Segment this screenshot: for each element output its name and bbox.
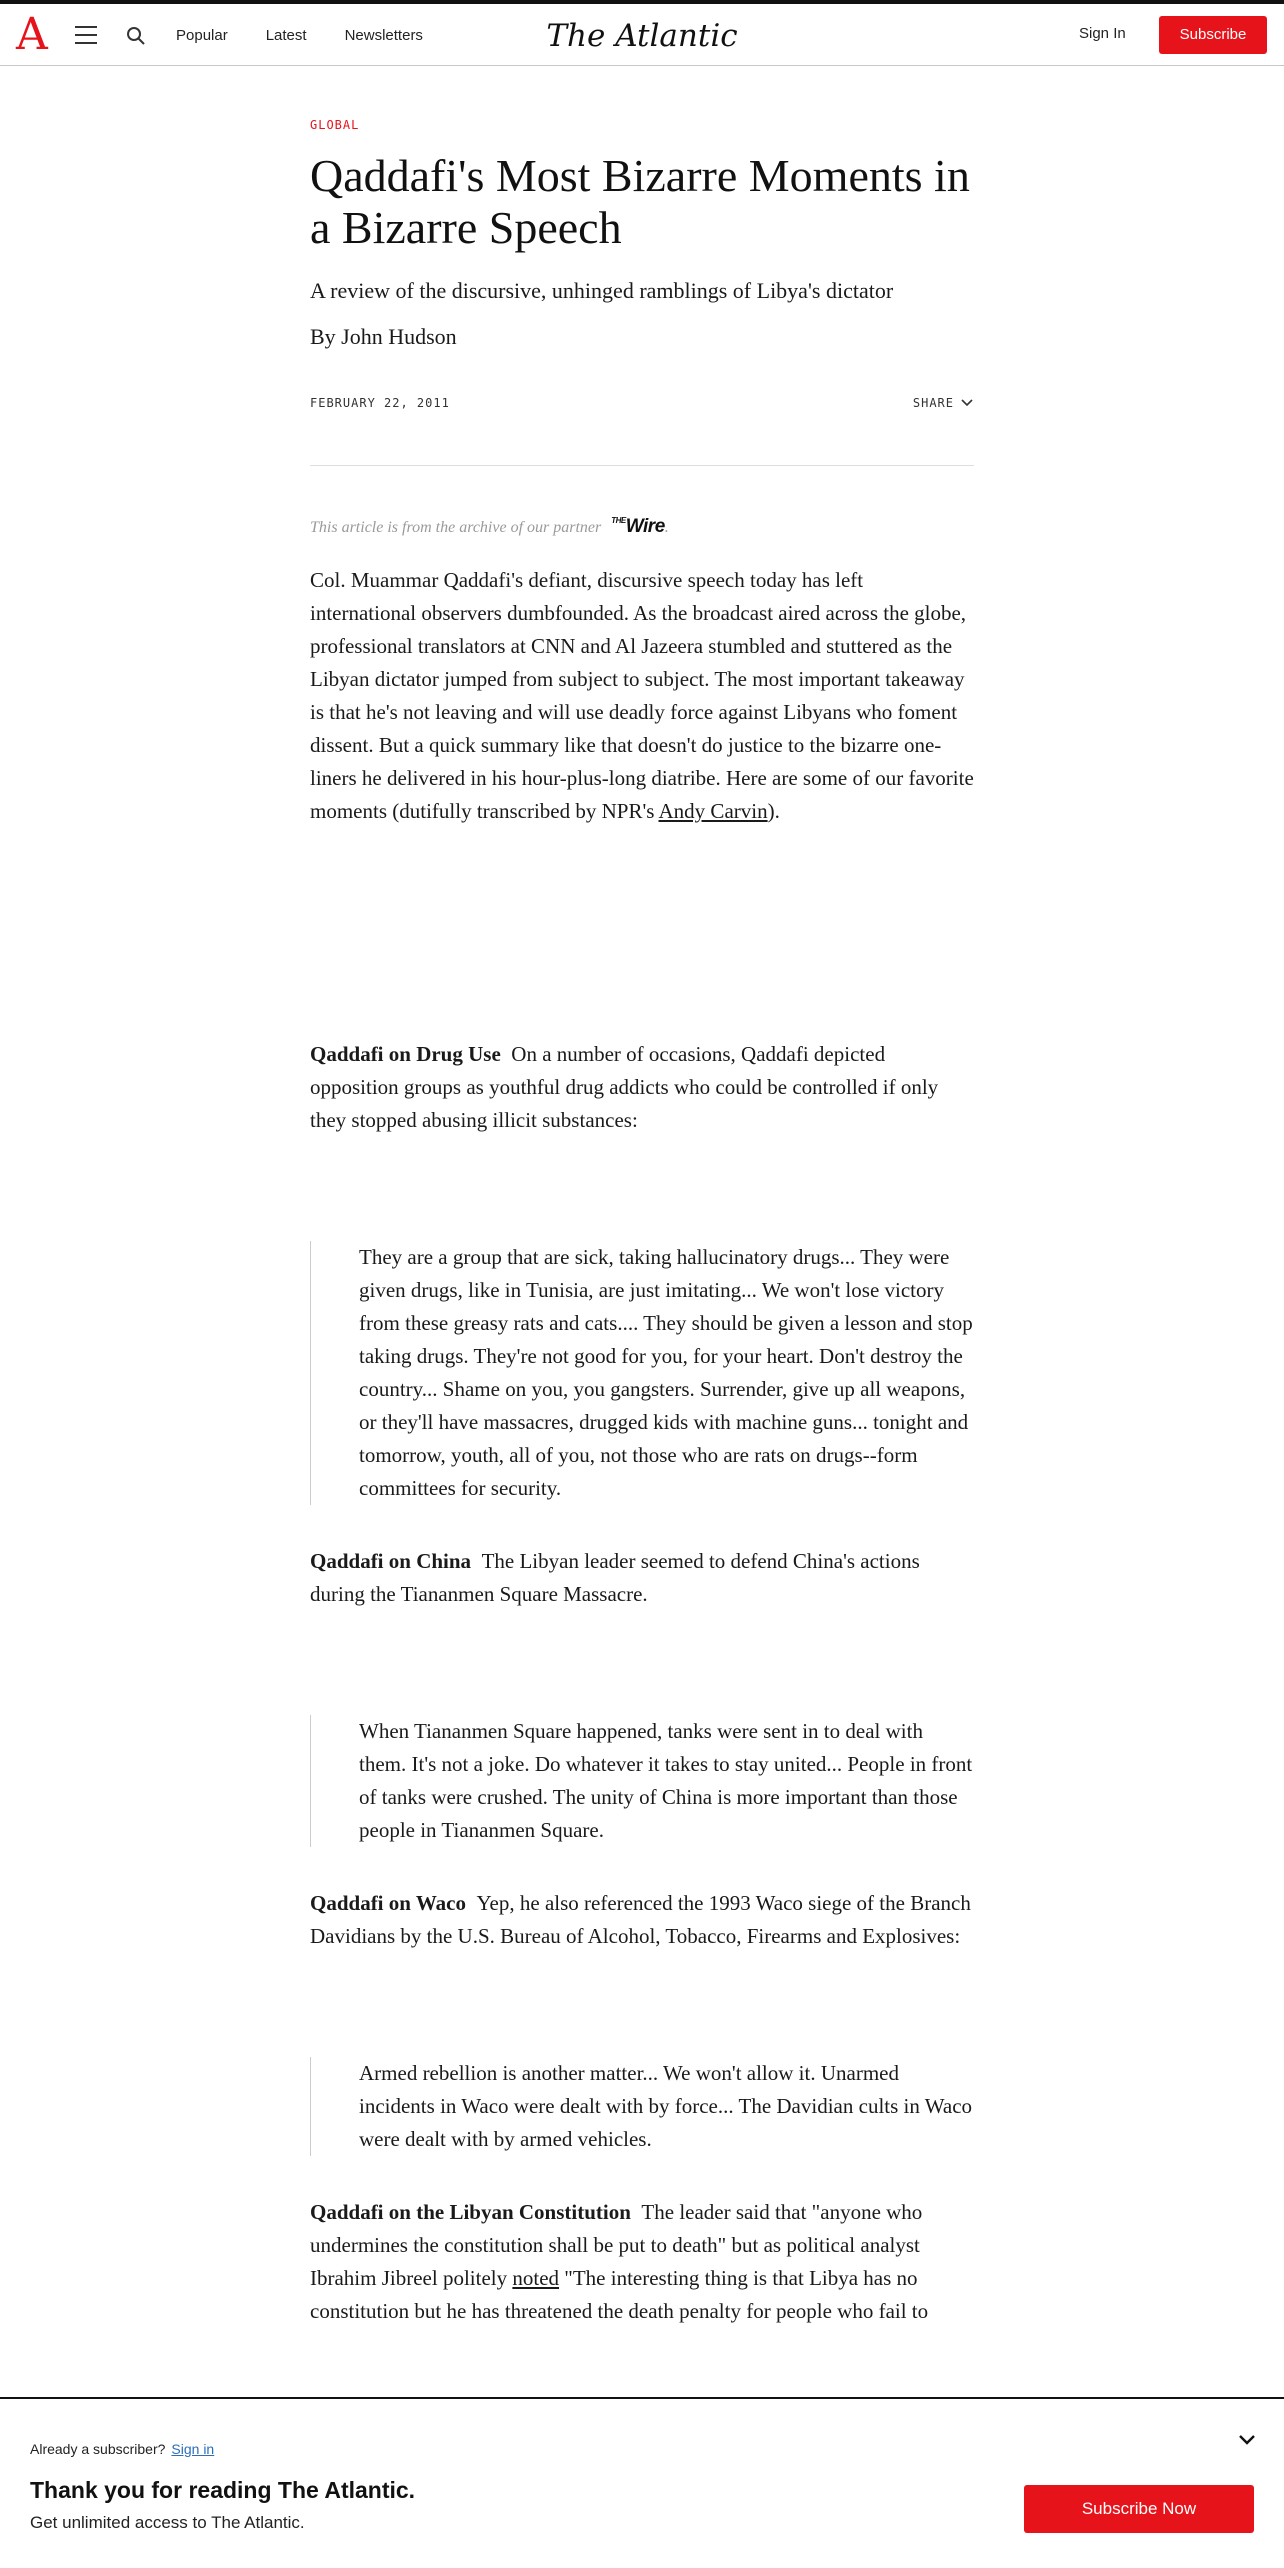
banner-headline: Thank you for reading The Atlantic. — [30, 2477, 416, 2503]
nav-newsletters[interactable]: Newsletters — [344, 26, 423, 44]
blockquote: They are a group that are sick, taking hallucinatory drugs... They were given drugs, like in Tunisia, are just imitating... We won't lose victory from these greasy rats and cats.... They should be given a lesson and stop taking drugs. They're not good for you, for your heart. Don't destroy the country... Shame on you, you gangsters. Surrender, give up all weapons, or they'll have massacres, drugged kids with machine guns... tonight and tomorrow, youth, all of you, not those who are rats on drugs--form committees for security. — [310, 1241, 974, 1505]
nav-latest[interactable]: Latest — [265, 26, 307, 44]
partner-text: This article is from the archive of our partner — [310, 519, 602, 536]
masthead-logo[interactable]: The Atlantic — [546, 18, 738, 54]
subscribe-button[interactable]: Subscribe — [1159, 16, 1267, 54]
andy-carvin-link[interactable]: Andy Carvin — [658, 799, 768, 823]
section-drug-use: Qaddafi on Drug Use On a number of occasions, Qaddafi depicted opposition groups as youthful drug addicts who could be controlled if only they stopped abusing illicit substances: — [310, 1042, 939, 1132]
main-nav — [176, 4, 423, 66]
atlantic-logo[interactable]: A — [16, 9, 48, 60]
section-heading: Qaddafi on China — [310, 1549, 472, 1573]
partner-note: This article is from the archive of our partner $^{THE}$Wire . — [310, 516, 669, 537]
blockquote: Armed rebellion is another matter... We won't allow it. Unarmed incidents in Waco were dealt with by force... The Davidian cults in Waco were dealt with by armed vehicles. — [310, 2057, 974, 2156]
subscribe-now-button[interactable]: Subscribe Now — [1024, 2485, 1254, 2533]
section-china: Qaddafi on China The Libyan leader seemed to defend China's actions during the Tiananmen Square Massacre. — [310, 1549, 920, 1606]
blockquote: When Tiananmen Square happened, tanks were sent in to deal with them. It's not a joke. Do whatever it takes to stay united... People in front of tanks were crushed. The unity of China is more important than those people in Tiananmen Square. — [310, 1715, 974, 1847]
subscribe-banner — [0, 2397, 1284, 2568]
collapse-chevron-icon[interactable] — [1236, 2429, 1258, 2451]
byline[interactable]: By John Hudson — [310, 324, 457, 349]
article — [310, 118, 974, 2328]
section-heading: Qaddafi on the Libyan Constitution — [310, 2200, 631, 2224]
section-heading: Qaddafi on Waco — [310, 1891, 466, 1915]
section-tag[interactable]: GLOBAL — [310, 118, 360, 132]
site-header — [0, 4, 1284, 66]
nav-popular[interactable]: Popular — [176, 26, 228, 44]
banner-sign-in-link[interactable]: Sign in — [171, 2441, 215, 2457]
section-waco: Qaddafi on Waco Yep, he also referenced the 1993 Waco siege of the Branch Davidians by the U.S. Bureau of Alcohol, Tobacco, Firearms and Explosives: — [310, 1891, 971, 1948]
lead-paragraph: Col. Muammar Qaddafi's defiant, discursive speech today has left international observers dumbfounded. As the broadcast aired across the globe, professional translators at CNN and Al Jazeera stumbled and stuttered as the Libyan dictator jumped from subject to subject. The most important takeaway is that he's not leaving and will use deadly force against Libyans who foment dissent. But a quick summary like that doesn't do justice to the bizarre one-liners he delivered in his hour-plus-long diatribe. Here are some of our favorite moments (dutifully transcribed by NPR's Andy Carvin). — [310, 568, 974, 823]
article-title: Qaddafi's Most Bizarre Moments in a Bizarre Speech — [310, 150, 970, 253]
already-subscriber: Already a subscriber? Sign in — [30, 2441, 215, 2457]
chevron-down-icon — [960, 398, 974, 408]
article-meta — [310, 396, 974, 466]
section-constitution: Qaddafi on the Libyan Constitution The leader said that "anyone who undermines the constitution shall be put to death" but as political analyst Ibrahim Jibreel politely noted "The interesting thing is that Libya has no constitution but he has threatened the death penalty for people who fail to — [310, 2200, 929, 2323]
share-button[interactable] — [913, 396, 974, 410]
publish-date: FEBRUARY 22, 2011 — [310, 396, 450, 410]
sign-in-link[interactable]: Sign In — [1079, 25, 1126, 42]
noted-link[interactable]: noted — [512, 2266, 560, 2290]
banner-subtext: Get unlimited access to The Atlantic. — [30, 2513, 305, 2532]
the-wire-logo[interactable]: $^{THE}$Wire — [611, 516, 665, 537]
share-label: SHARE — [912, 396, 954, 410]
section-heading: Qaddafi on Drug Use — [310, 1042, 501, 1066]
article-dek: A review of the discursive, unhinged ramblings of Libya's dictator — [310, 278, 894, 303]
search-icon[interactable] — [126, 26, 146, 46]
hamburger-menu-icon[interactable] — [75, 26, 97, 44]
